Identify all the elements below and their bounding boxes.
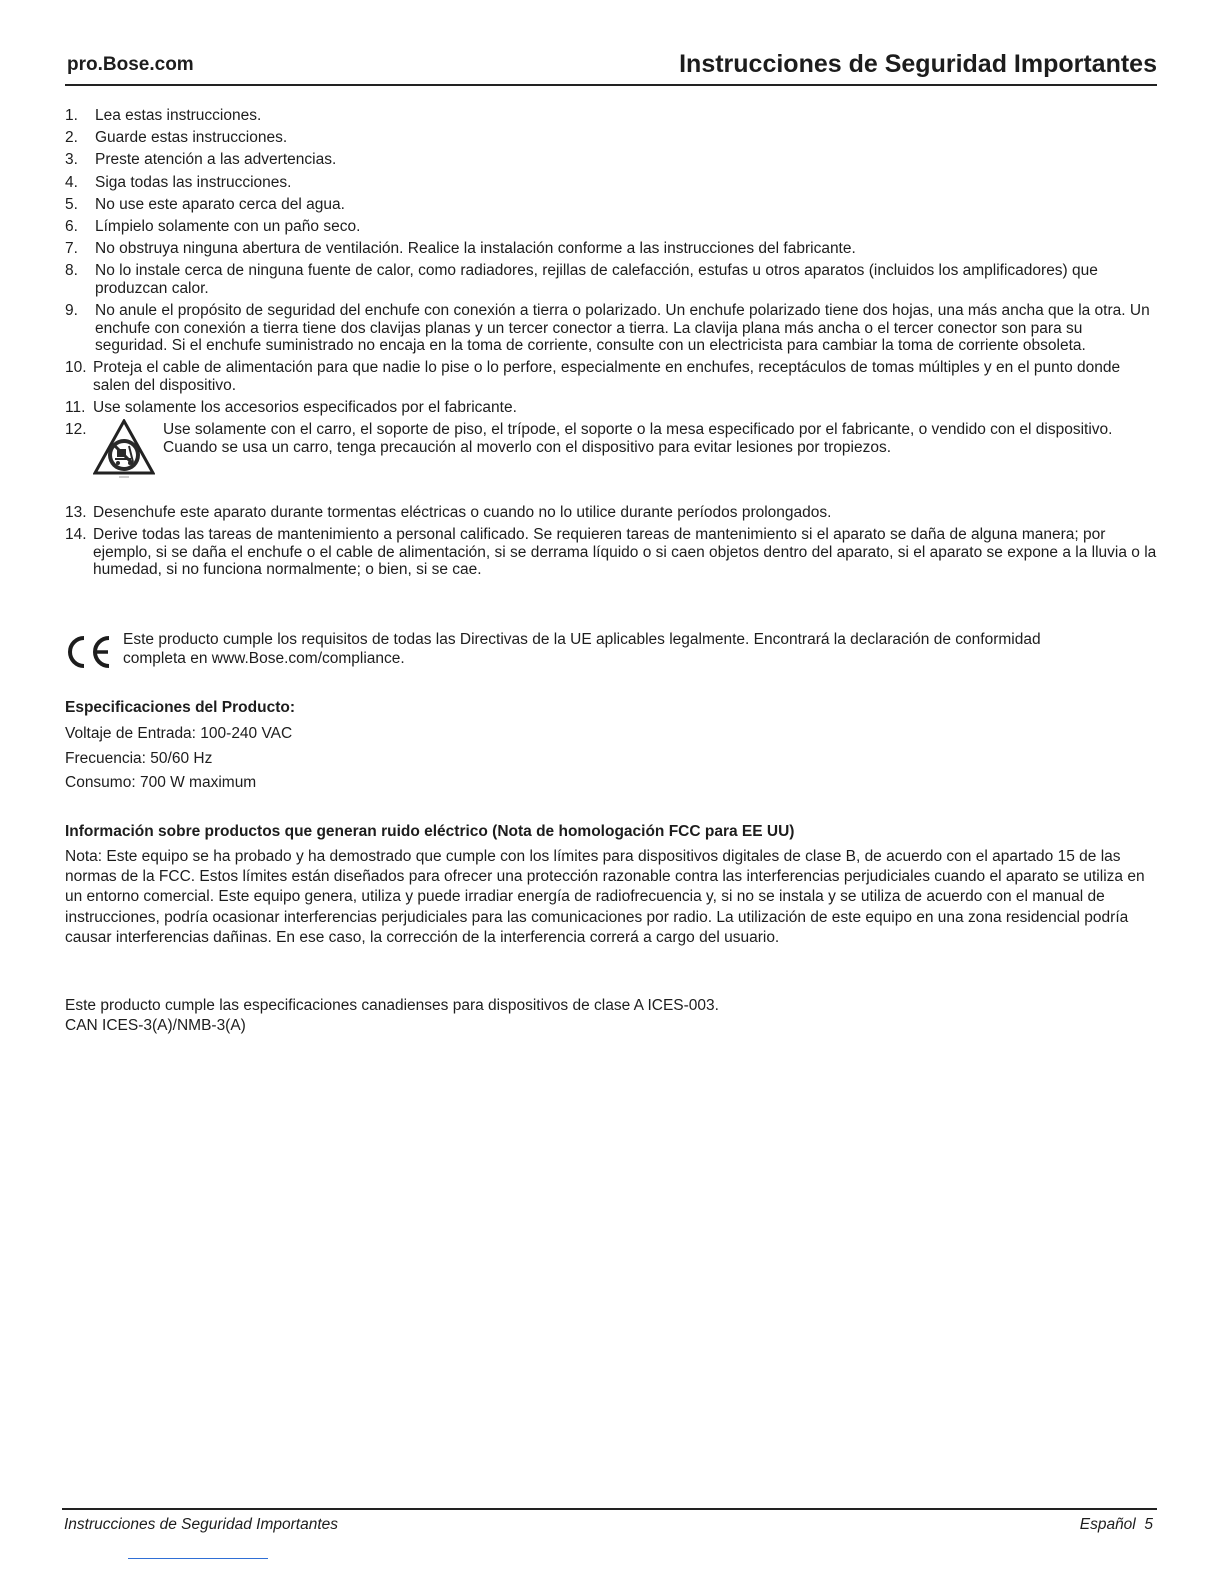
item-number: 1. <box>65 107 78 124</box>
ce-mark-icon <box>65 632 113 672</box>
item-number: 2. <box>65 129 78 147</box>
cart-tipover-warning-icon <box>93 419 155 481</box>
footer-title: Instrucciones de Seguridad Importantes <box>64 1516 338 1533</box>
item-text: Límpielo solamente con un paño seco. <box>95 217 361 235</box>
safety-instructions-list <box>65 107 1157 584</box>
item-number: 10. <box>65 359 87 377</box>
fcc-notice <box>65 822 1145 948</box>
list-item <box>65 526 1157 579</box>
page-title: Instrucciones de Seguridad Importantes <box>679 50 1157 78</box>
list-item <box>65 107 1157 125</box>
footer-language: Español <box>1079 1516 1136 1533</box>
item-text: No use este aparato cerca del agua. <box>95 195 345 213</box>
item-number: 4. <box>65 173 78 191</box>
spec-voltage: Voltaje de Entrada: 100-240 VAC <box>65 725 293 742</box>
list-item <box>65 302 1157 355</box>
specs-heading: Especificaciones del Producto: <box>65 699 295 716</box>
item-text: Proteja el cable de alimentación para que nadie lo pise o lo perfore, especialmente en enchufes, receptáculos de tomas múltiples y en el punto donde salen del dispositivo. <box>93 359 1121 395</box>
list-item <box>65 240 1157 258</box>
canada-compliance-line: Este producto cumple las especificaciones canadienses para dispositivos de clase A ICES-003. <box>65 997 719 1014</box>
page-number: 5 <box>1144 1516 1153 1533</box>
list-item <box>65 262 1157 297</box>
item-text: Derive todas las tareas de mantenimiento a personal calificado. Se requieren tareas de mantenimiento si el aparato se daña de alguna manera; por ejemplo, si se daña el enchufe o el cable de alimentación, si se derrama líquido o si caen objetos dentro del aparato, si el aparato se expone a la lluvia o la humedad, si no funciona normalmente; o bien, si se cae. <box>93 526 1157 579</box>
fcc-body: Nota: Este equipo se ha probado y ha demostrado que cumple con los límites para dispositivos digitales de clase B, de acuerdo con el apartado 15 de las normas de la FCC. Estos límites están diseñados para ofrecer una protección razonable contra las interferencias perjudiciales cuando el aparato se utiliza en un entorno comercial. Este equipo genera, utiliza y puede irradiar energía de radiofrecuencia y, si no se instala y se utiliza de acuerdo con el manual de instrucciones, podría ocasionar interferencias perjudiciales para las comunicaciones por radio. La utilización de este equipo en una zona residencial podría causar interferencias dañinas. En ese caso, la corrección de la interferencia correrá a cargo del usuario. <box>65 848 1145 946</box>
list-item <box>65 196 1157 214</box>
item-number: 11. <box>65 399 86 417</box>
list-item-cart-warning <box>65 421 1157 499</box>
divider <box>128 1558 268 1559</box>
spec-frequency: Frecuencia: 50/60 Hz <box>65 749 213 767</box>
list-item <box>65 359 1157 394</box>
item-text: Guarde estas instrucciones. <box>95 129 288 147</box>
list-item <box>65 174 1157 192</box>
item-text: Siga todas las instrucciones. <box>95 173 292 191</box>
item-text: No lo instale cerca de ninguna fuente de calor, como radiadores, rejillas de calefacción, estufas u otros aparatos (incluidos los amplificadores) que produzcan calor. <box>95 262 1098 297</box>
list-item <box>65 151 1157 169</box>
item-number: 3. <box>65 151 78 169</box>
page-header <box>65 50 1157 86</box>
item-number: 13. <box>65 504 87 522</box>
fcc-heading: Información sobre productos que generan ruido eléctrico (Nota de homologación FCC para EE UU) <box>65 823 795 840</box>
site-url: pro.Bose.com <box>67 54 194 75</box>
item-number: 8. <box>65 262 78 280</box>
list-item <box>65 218 1157 236</box>
item-text: Desenchufe este aparato durante tormentas eléctricas o cuando no lo utilice durante períodos prolongados. <box>93 504 832 522</box>
product-specifications <box>65 698 1065 796</box>
page-footer <box>62 1508 1157 1533</box>
item-number: 5. <box>65 195 78 213</box>
list-item <box>65 129 1157 147</box>
item-number: 12. <box>65 421 87 439</box>
item-text: No anule el propósito de seguridad del enchufe con conexión a tierra o polarizado. Un enchufe polarizado tiene dos hojas, una más ancha que la otra. Un enchufe con conexión a tierra tiene dos clavijas planas y un tercer conector a tierra. La clavija plana más ancha o el tercer conector son para su seguridad. Si el enchufe suministrado no encaja en la toma de corriente, consulte con un electricista para cambiar la toma de corriente obsoleta. <box>95 302 1150 355</box>
item-text: Preste atención a las advertencias. <box>95 151 337 169</box>
item-number: 9. <box>65 302 78 320</box>
ce-compliance-text: Este producto cumple los requisitos de todas las Directivas de la UE aplicables legalmente. Encontrará la declaración de conformidad completa en www.Bose.com/compliance. <box>123 631 1041 667</box>
list-item <box>65 399 1157 417</box>
footer-page-info <box>1080 1516 1153 1534</box>
spec-consumption: Consumo: 700 W maximum <box>65 774 257 791</box>
item-text: Use solamente los accesorios especificados por el fabricante. <box>93 399 517 417</box>
canada-ices-code: CAN ICES-3(A)/NMB-3(A) <box>65 1017 246 1034</box>
item-number: 6. <box>65 217 78 235</box>
list-item <box>65 504 1157 522</box>
item-text: Lea estas instrucciones. <box>95 107 262 124</box>
item-number: 14. <box>65 526 87 544</box>
item-text: Use solamente con el carro, el soporte de piso, el trípode, el soporte o la mesa especificado por el fabricante, o vendido con el dispositivo. Cuando se usa un carro, tenga precaución al moverlo con el dispositivo para evitar lesiones por tropiezos. <box>163 421 1113 457</box>
item-text: No obstruya ninguna abertura de ventilación. Realice la instalación conforme a las instrucciones del fabricante. <box>95 240 856 258</box>
canada-compliance <box>65 996 1145 1036</box>
item-number: 7. <box>65 240 78 258</box>
